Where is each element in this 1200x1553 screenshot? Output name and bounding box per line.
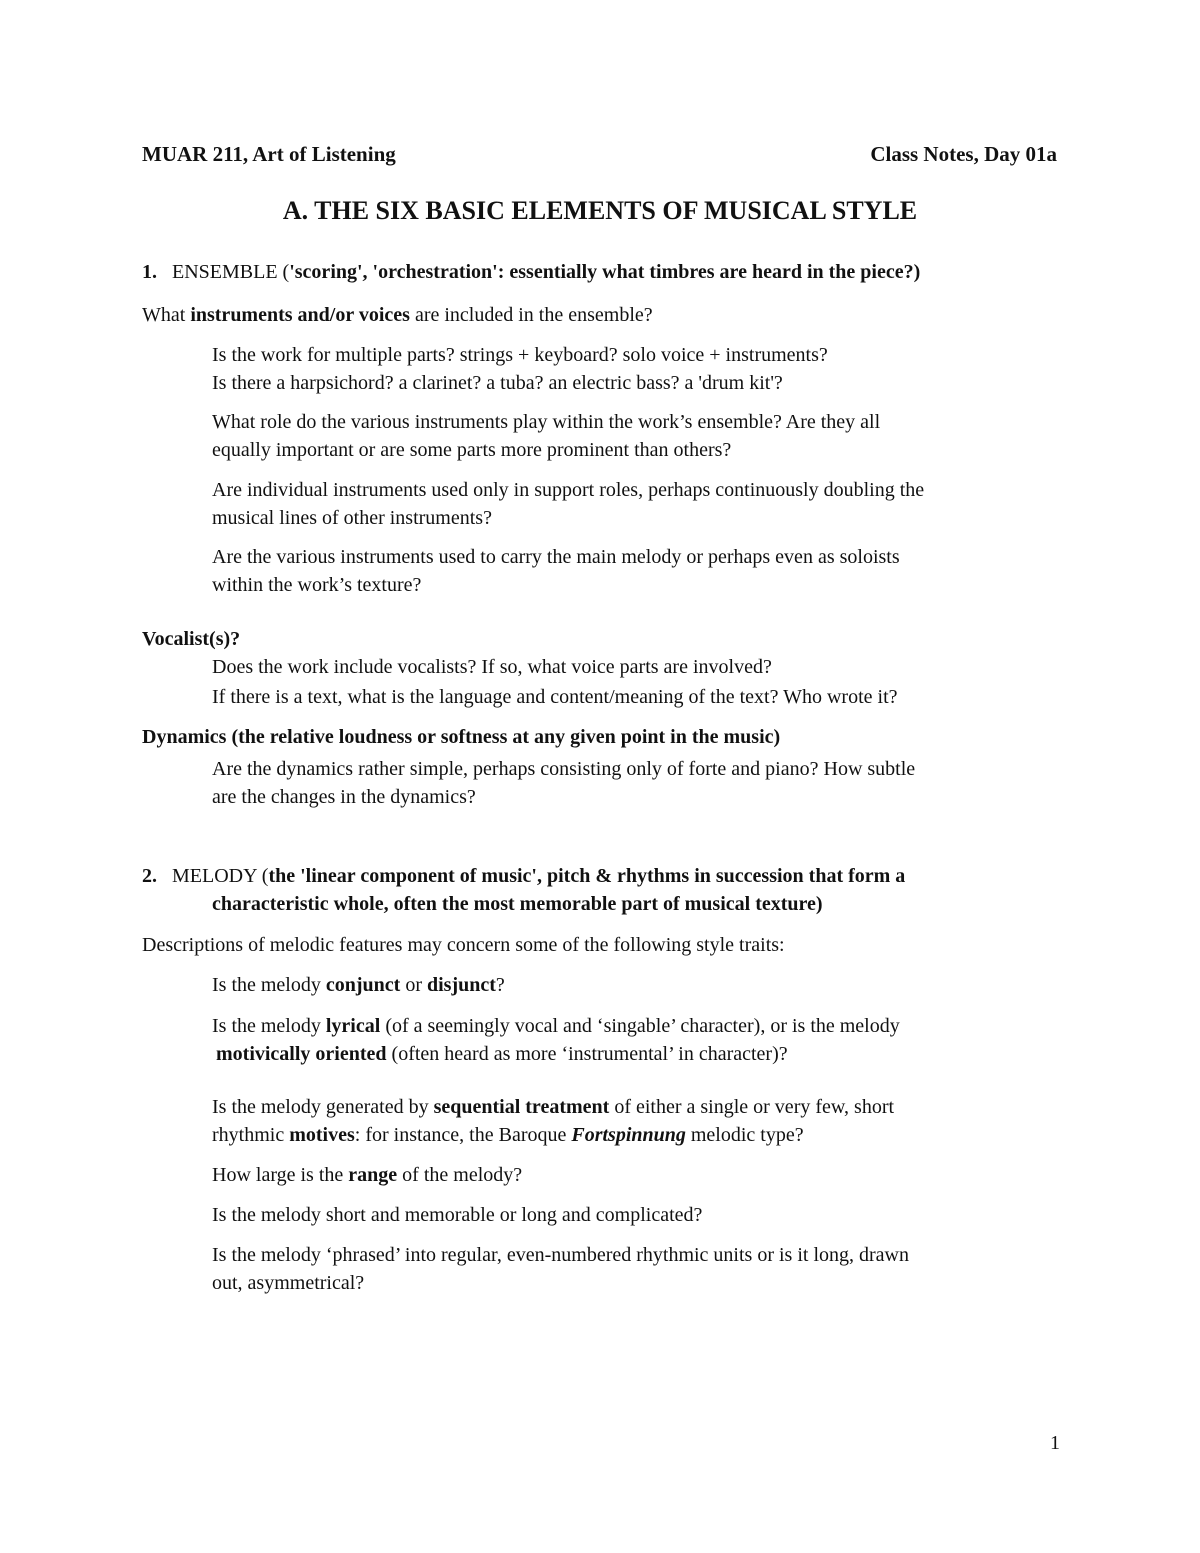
melody-question: Is the melody ‘phrased’ into regular, even-numbered rhythmic units or is it long, drawn (212, 1244, 909, 1266)
dynamics-question: are the changes in the dynamics? (212, 786, 476, 808)
section-1-heading (142, 259, 920, 285)
ensemble-question: Is the work for multiple parts? strings + keyboard? solo voice + instruments? (212, 344, 828, 366)
melody-question-cont: rhythmic motives: for instance, the Baroque Fortspinnung melodic type? (212, 1124, 804, 1146)
section-2-description-cont: characteristic whole, often the most memorable part of musical texture) (212, 893, 823, 915)
vocalists-question: Does the work include vocalists? If so, what voice parts are involved? (212, 656, 772, 678)
melody-question: Is the melody lyrical (of a seemingly vocal and ‘singable’ character), or is the melody (212, 1015, 900, 1037)
vocalists-question: If there is a text, what is the language and content/meaning of the text? Who wrote it? (212, 686, 898, 708)
dynamics-heading: Dynamics (the relative loudness or softness at any given point in the music) (142, 726, 781, 748)
course-header: MUAR 211, Art of Listening (142, 142, 396, 166)
section-1-title: ENSEMBLE ( (172, 261, 290, 283)
melody-question-cont: out, asymmetrical? (212, 1272, 365, 1294)
page-number: 1 (1050, 1432, 1060, 1454)
page-title: A. THE SIX BASIC ELEMENTS OF MUSICAL STYLE (282, 196, 918, 225)
vocalists-heading: Vocalist(s)? (142, 628, 241, 650)
ensemble-question: What role do the various instruments play within the work’s ensemble? Are they all (212, 411, 881, 433)
melody-question-cont: motivically oriented (often heard as more ‘instrumental’ in character)? (216, 1043, 788, 1065)
class-notes-header: Class Notes, Day 01a (870, 142, 1057, 166)
ensemble-question: musical lines of other instruments? (212, 507, 492, 529)
section-2-intro: Descriptions of melodic features may concern some of the following style traits: (142, 934, 785, 956)
ensemble-question: within the work’s texture? (212, 574, 422, 596)
ensemble-question: Are the various instruments used to carry the main melody or perhaps even as soloists (212, 546, 900, 568)
section-1-number: 1. (142, 261, 157, 283)
section-1-intro: What instruments and/or voices are included in the ensemble? (142, 304, 653, 326)
section-2-heading (142, 863, 905, 889)
ensemble-question: equally important or are some parts more prominent than others? (212, 439, 732, 461)
ensemble-question: Are individual instruments used only in support roles, perhaps continuously doubling the (212, 479, 925, 501)
section-2-number: 2. (142, 865, 157, 887)
melody-question: Is the melody short and memorable or long and complicated? (212, 1204, 703, 1226)
ensemble-question: Is there a harpsichord? a clarinet? a tuba? an electric bass? a 'drum kit'? (212, 372, 783, 394)
melody-question: How large is the range of the melody? (212, 1164, 523, 1186)
melody-question: Is the melody generated by sequential treatment of either a single or very few, short (212, 1096, 895, 1118)
section-1-description: 'scoring', 'orchestration': essentially what timbres are heard in the piece?) (289, 261, 921, 283)
dynamics-question: Are the dynamics rather simple, perhaps consisting only of forte and piano? How subtle (212, 758, 916, 780)
section-2-description: the 'linear component of music', pitch & rhythms in succession that form a (268, 865, 906, 887)
section-2-title: MELODY ( (172, 865, 269, 887)
melody-question: Is the melody conjunct or disjunct? (212, 974, 505, 996)
